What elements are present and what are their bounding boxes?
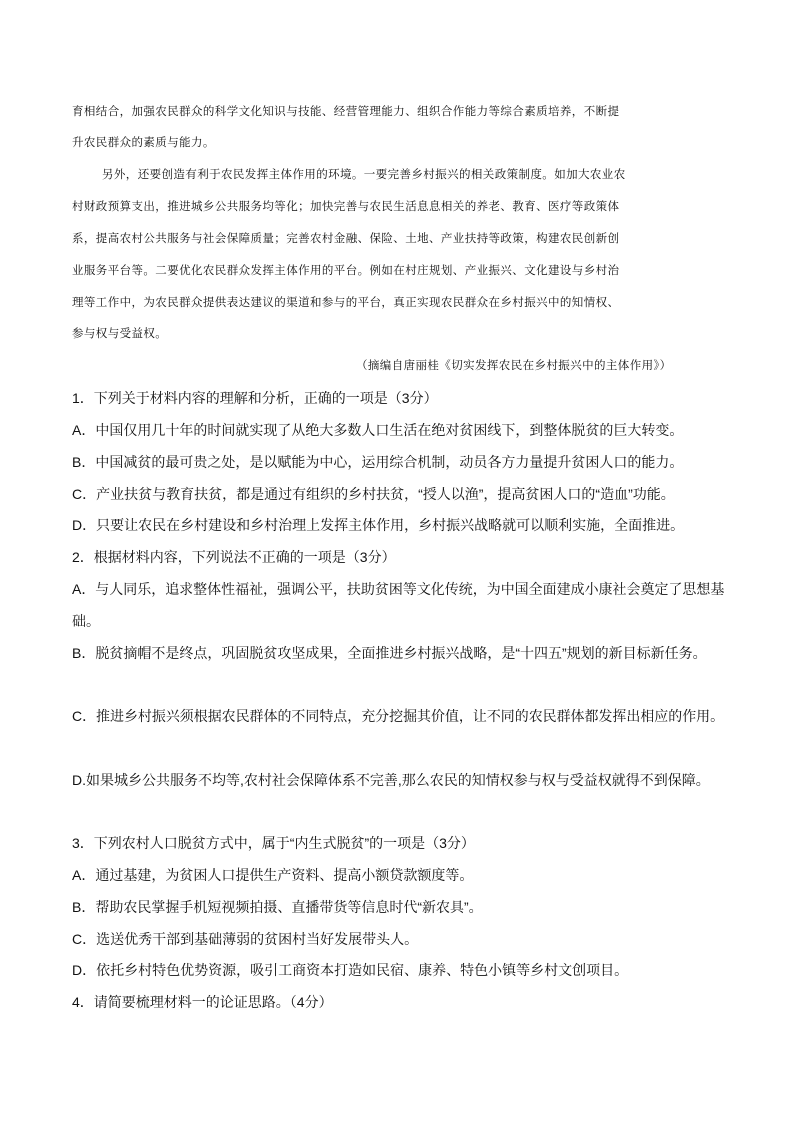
question-2-option-a: A．与人同乐，追求整体性福祉，强调公平，扶助贫困等文化传统，为中国全面建成小康社会奠定了思想基 <box>72 581 725 597</box>
passage-line: 参与权与受益权。 <box>72 326 168 340</box>
passage-line: 育相结合，加强农民群众的科学文化知识与技能、经营管理能力、组织合作能力等综合素质培养，不断提 <box>72 104 620 118</box>
passage-line: 理等工作中，为农民群众提供表达建议的渠道和参与的平台，真正实现农民群众在乡村振兴中的知情权、 <box>72 295 620 309</box>
question-1-option-b: B．中国减贫的最可贵之处，是以赋能为中心，运用综合机制，动员各方力量提升贫困人口的能力。 <box>72 454 684 470</box>
question-3-option-d: D．依托乡村特色优势资源，吸引工商资本打造如民宿、康养、特色小镇等乡村文创项目。 <box>72 962 629 978</box>
question-1-option-c: C．产业扶贫与教育扶贫，都是通过有组织的乡村扶贫，“授人以渔”，提高贫困人口的“造血”功能。 <box>72 486 675 502</box>
question-3-option-c: C．选送优秀干部到基础薄弱的贫困村当好发展带头人。 <box>72 931 419 947</box>
passage-line: 系，提高农村公共服务与社会保障质量；完善农村金融、保险、土地、产业扶持等政策，构建农民创新创 <box>72 231 620 245</box>
question-2-option-d: D.如果城乡公共服务不均等,农村社会保障体系不完善,那么农民的知情权参与权与受益权就得不到保障。 <box>72 772 710 788</box>
passage-source: （摘编自唐丽桂《切实发挥农民在乡村振兴中的主体作用》） <box>356 358 672 372</box>
question-4-stem: 4．请简要梳理材料一的论证思路。（4分） <box>72 994 333 1010</box>
passage-line: 村财政预算支出，推进城乡公共服务均等化；加快完善与农民生活息息相关的养老、教育、医疗等政策体 <box>72 199 620 213</box>
question-1-option-a: A．中国仅用几十年的时间就实现了从绝大多数人口生活在绝对贫困线下，到整体脱贫的巨大转变。 <box>72 422 684 438</box>
passage-line: 另外，还要创造有利于农民发挥主体作用的环境。一要完善乡村振兴的相关政策制度。如加大农业农 <box>102 167 626 181</box>
question-3-stem: 3．下列农村人口脱贫方式中，属于“内生式脱贫”的一项是（3分） <box>72 835 475 851</box>
passage-line: 升农民群众的素质与能力。 <box>72 135 215 149</box>
question-3-option-a: A．通过基建，为贫困人口提供生产资料、提高小额贷款额度等。 <box>72 867 474 883</box>
question-2-stem: 2．根据材料内容，下列说法不正确的一项是（3分） <box>72 549 396 565</box>
passage-line: 业服务平台等。二要优化农民群众发挥主体作用的平台。例如在村庄规划、产业振兴、文化建设与乡村治 <box>72 263 620 277</box>
question-2-option-b: B．脱贫摘帽不是终点，巩固脱贫攻坚成果，全面推进乡村振兴战略，是“十四五”规划的新目标新任务。 <box>72 645 707 661</box>
question-2-option-a-continued: 础。 <box>72 613 100 629</box>
question-1-option-d: D．只要让农民在乡村建设和乡村治理上发挥主体作用，乡村振兴战略就可以顺利实施，全面推进。 <box>72 517 685 533</box>
question-2-option-c: C．推进乡村振兴须根据农民群体的不同特点，充分挖掘其价值，让不同的农民群体都发挥出相应的作用。 <box>72 708 725 724</box>
question-3-option-b: B．帮助农民掌握手机短视频拍摄、直播带货等信息时代“新农具”。 <box>72 899 483 915</box>
question-1-stem: 1．下列关于材料内容的理解和分析，正确的一项是（3分） <box>72 390 438 406</box>
